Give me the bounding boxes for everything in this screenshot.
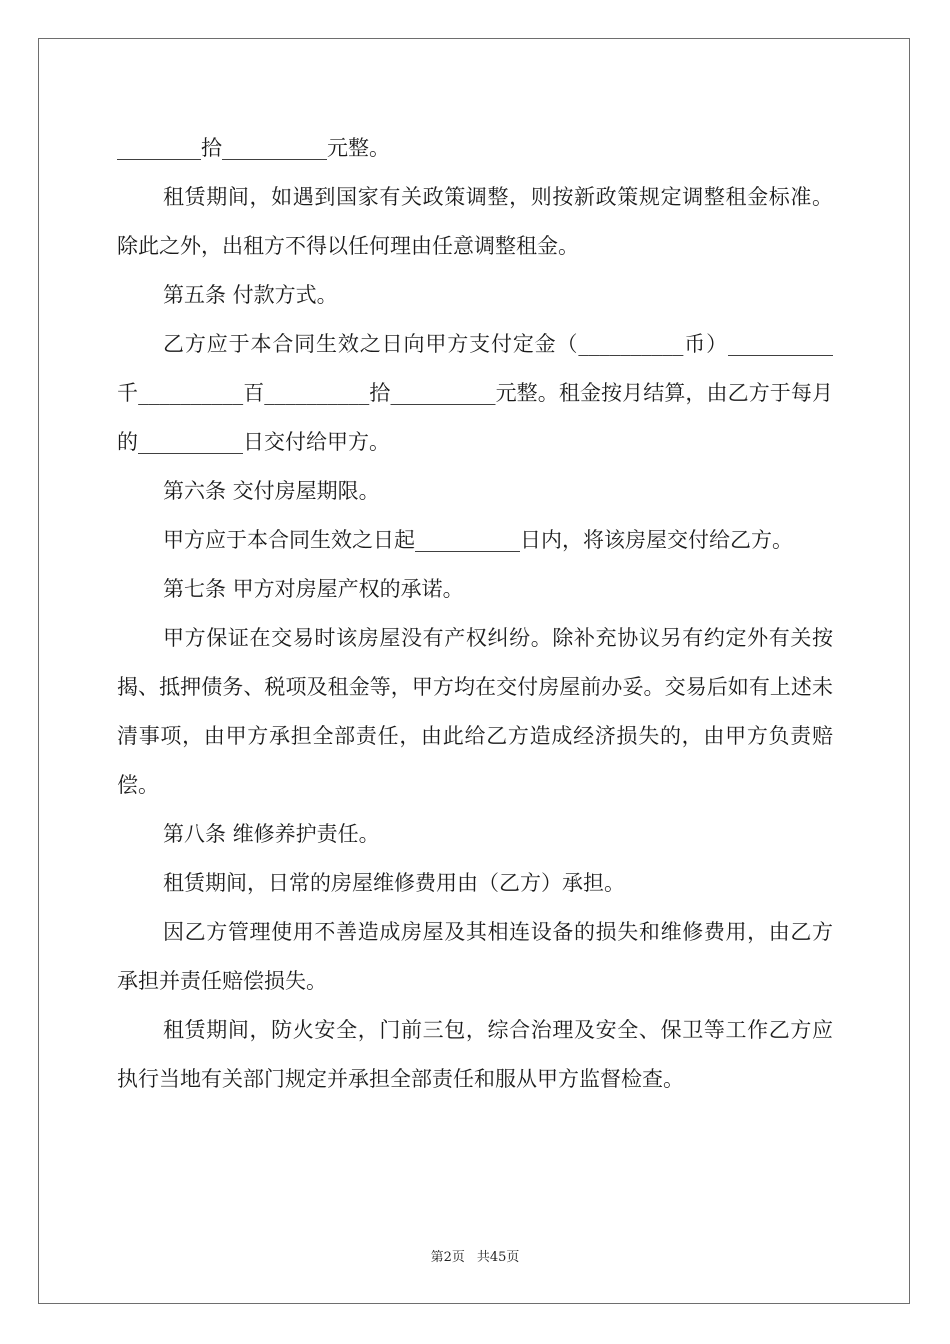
paragraph: 甲方应于本合同生效之日起__________日内，将该房屋交付给乙方。: [163, 528, 793, 552]
paragraph: 租赁期间，如遇到国家有关政策调整，则按新政策规定调整租金标准。除此之外，出租方不得以任何理由任意调整租金。: [117, 185, 833, 258]
page-number: 第2页: [430, 1250, 465, 1265]
section-heading: 第八条 维修养护责任。: [163, 822, 380, 846]
section-heading: 第六条 交付房屋期限。: [163, 479, 380, 503]
total-pages: 共45页: [476, 1250, 520, 1265]
paragraph: 因乙方管理使用不善造成房屋及其相连设备的损失和维修费用，由乙方承担并责任赔偿损失。: [117, 920, 833, 993]
paragraph: 租赁期间，日常的房屋维修费用由（乙方）承担。: [163, 871, 625, 895]
paragraph: 租赁期间，防火安全，门前三包，综合治理及安全、保卫等工作乙方应执行当地有关部门规定并承担全部责任和服从甲方监督检查。: [117, 1018, 833, 1091]
document-body: [117, 124, 833, 1104]
section-heading: 第七条 甲方对房屋产权的承诺。: [163, 577, 464, 601]
page-footer: [0, 1246, 950, 1265]
paragraph: 甲方保证在交易时该房屋没有产权纠纷。除补充协议另有约定外有关按揭、抵押债务、税项及租金等，甲方均在交付房屋前办妥。交易后如有上述未清事项，由甲方承担全部责任，由此给乙方造成经济损失的，由甲方负责赔偿。: [117, 626, 833, 797]
section-heading: 第五条 付款方式。: [163, 283, 338, 307]
paragraph: 乙方应于本合同生效之日向甲方支付定金（__________币）__________千__________百__________拾__________元整。租金按月结算，由乙方于每月的__________日交付给甲方。: [117, 332, 833, 454]
paragraph: ________拾__________元整。: [117, 136, 390, 160]
